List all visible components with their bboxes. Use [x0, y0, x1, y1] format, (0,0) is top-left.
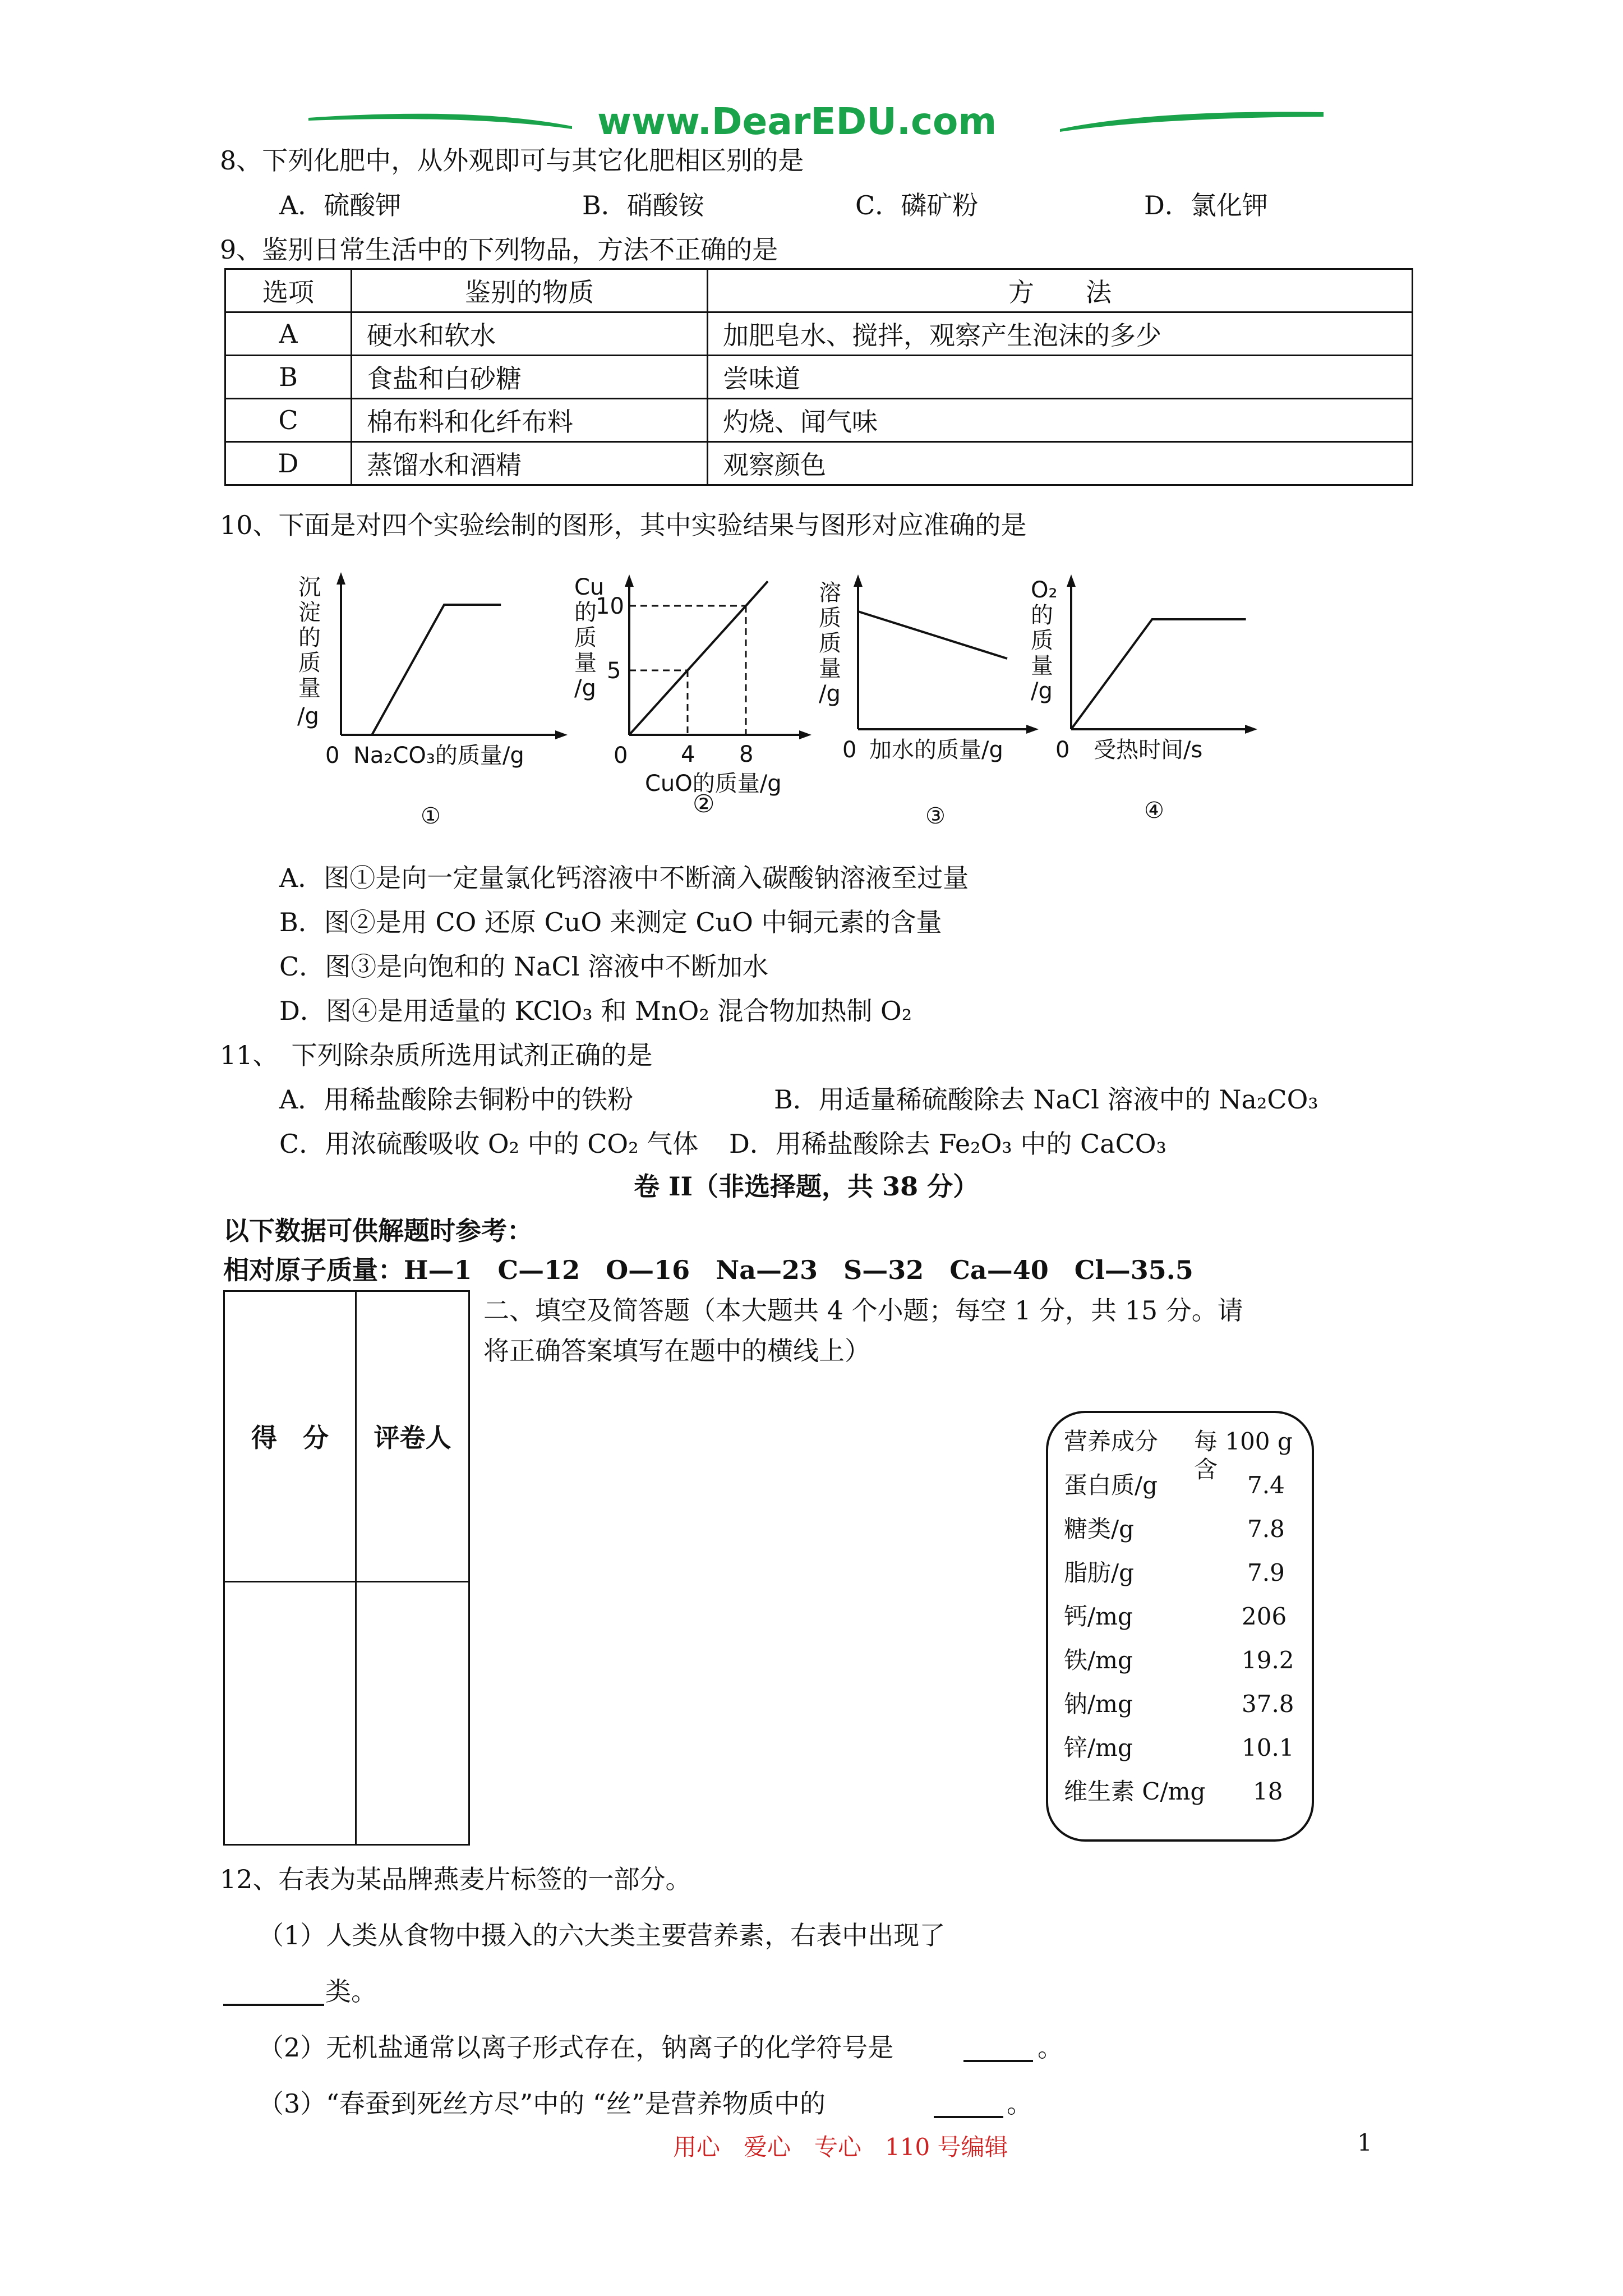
y-label-char: 质: [298, 650, 321, 676]
series-line: [629, 581, 768, 735]
part2-title: 卷 II（非选择题，共 38 分）: [634, 1171, 979, 1202]
table-cell: 食盐和白砂糖: [352, 356, 708, 399]
y-label-char: 淀: [298, 600, 321, 625]
q9-stem: 9、鉴别日常生活中的下列物品，方法不正确的是: [220, 234, 778, 265]
y-label-char: 量: [574, 650, 597, 676]
q12-stem: 12、右表为某品牌燕麦片标签的一部分。: [220, 1864, 691, 1894]
table-cell: 尝味道: [708, 356, 1413, 399]
y-label-char: 质: [574, 625, 597, 651]
table-row: [225, 399, 1413, 442]
section-heading: 二、填空及简答题（本大题共 4 个小题；每空 1 分，共 15 分。请: [483, 1295, 1243, 1326]
nutrition-row-name: 脂肪/g: [1064, 1559, 1135, 1586]
footer-text: 用心 爱心 专心 110 号编辑: [673, 2133, 1008, 2161]
x-label: CuO的质量/g: [645, 771, 782, 797]
score-header: 得 分: [224, 1291, 356, 1582]
table-row: [225, 356, 1413, 399]
table-header-row: [225, 269, 1413, 312]
y-axis-arrow: [336, 572, 345, 585]
nutrition-row-value: 7.8: [1247, 1515, 1285, 1543]
nutrition-row-name: 糖类/g: [1064, 1515, 1135, 1543]
nutrition-label: [1046, 1411, 1314, 1842]
origin-label: 0: [614, 743, 628, 769]
y-label-char: /g: [297, 703, 319, 729]
chart-3: [813, 567, 1049, 836]
q12-part1-end: 类。: [325, 1976, 377, 2007]
y-label-char: 沉: [298, 574, 321, 600]
q9-table: [224, 268, 1413, 486]
chart-2: [566, 567, 819, 808]
x-tick-label: 8: [739, 742, 754, 767]
table-cell: C: [225, 399, 352, 442]
chart-2-title: ②: [693, 790, 715, 818]
table-cell: 观察颜色: [708, 442, 1413, 485]
q12-part1: （1）人类从食物中摄入的六大类主要营养素，右表中出现了: [258, 1920, 946, 1950]
chart-title: ③: [925, 803, 946, 829]
table-cell: 灼烧、闻气味: [708, 399, 1413, 442]
q12-part2: （2）无机盐通常以离子形式存在，钠离子的化学符号是: [258, 2032, 894, 2063]
chart-title: ①: [421, 803, 441, 829]
q11-option-a: A．用稀盐酸除去铜粉中的铁粉: [279, 1084, 634, 1115]
nutrition-row-value: 10.1: [1242, 1734, 1294, 1761]
answer-blank[interactable]: [934, 2116, 1003, 2118]
table-cell: B: [225, 356, 352, 399]
nutrition-row-name: 蛋白质/g: [1064, 1471, 1158, 1499]
y-tick-label: 10: [596, 593, 624, 619]
y-label-char: 量: [819, 656, 841, 682]
x-label: 受热时间/s: [1094, 737, 1203, 763]
q12-part3: （3）“春蚕到死丝方尽”中的 “丝”是营养物质中的: [258, 2088, 826, 2119]
answer-blank[interactable]: [963, 2060, 1033, 2062]
y-tick-label: 5: [607, 658, 621, 684]
chart-4: [1026, 567, 1279, 830]
y-label-char: 溶: [819, 580, 841, 606]
nutrition-row-name: 锌/mg: [1064, 1734, 1133, 1761]
q11-option-c: C．用浓硫酸吸收 O₂ 中的 CO₂ 气体: [279, 1129, 699, 1159]
q8-option-a: A．硫酸钾: [279, 190, 402, 220]
grader-header: 评卷人: [356, 1291, 469, 1582]
header-swoosh-right: [1060, 112, 1324, 132]
section-heading-cont: 将正确答案填写在题中的横线上）: [483, 1336, 870, 1366]
y-label-char: /g: [1031, 678, 1053, 704]
y-label-char: 的: [1031, 602, 1053, 628]
y-label-char: 的: [574, 600, 597, 625]
nutrition-row-name: 钠/mg: [1064, 1690, 1133, 1718]
y-label-char: 的: [298, 625, 321, 651]
q8-option-c: C．磷矿粉: [855, 190, 979, 220]
table-cell: 棉布料和化纤布料: [352, 399, 708, 442]
series-line: [1071, 619, 1246, 729]
nutrition-header-amount: 每 100 g 含: [1194, 1428, 1293, 1483]
q12-part2-period: 。: [1038, 2032, 1063, 2063]
table-cell: A: [225, 312, 352, 356]
nutrition-header-name: 营养成分: [1064, 1428, 1159, 1455]
q11-option-b: B．用适量稀硫酸除去 NaCl 溶液中的 Na₂CO₃: [774, 1084, 1318, 1115]
y-label-vertical: [1031, 577, 1058, 704]
y-label-char: O₂: [1031, 577, 1058, 603]
table-cell: 硬水和软水: [352, 312, 708, 356]
y-label-char: 质: [819, 605, 841, 631]
nutrition-row-value: 18: [1253, 1778, 1283, 1805]
y-label-vertical: [819, 580, 841, 707]
nutrition-row-value: 7.9: [1247, 1559, 1285, 1586]
table-header-cell: 方 法: [708, 269, 1413, 312]
series-line: [341, 605, 501, 735]
q10-stem: 10、下面是对四个实验绘制的图形，其中实验结果与图形对应准确的是: [220, 510, 1027, 540]
q10-option-d: D．图④是用适量的 KClO₃ 和 MnO₂ 混合物加热制 O₂: [279, 996, 912, 1026]
series-line: [858, 611, 1007, 659]
table-header-cell: 选项: [225, 269, 352, 312]
q10-option-b: B．图②是用 CO 还原 CuO 来测定 CuO 中铜元素的含量: [279, 907, 942, 937]
nutrition-row-value: 37.8: [1242, 1690, 1294, 1718]
x-axis-arrow: [1245, 725, 1257, 734]
y-label-char: 量: [1031, 653, 1053, 679]
table-cell: 加肥皂水、搅拌，观察产生泡沫的多少: [708, 312, 1413, 356]
origin-label: 0: [1055, 737, 1070, 763]
y-label-char: /g: [574, 675, 596, 701]
y-axis-arrow: [625, 574, 634, 587]
y-axis-arrow: [1067, 574, 1076, 587]
y-label-char: /g: [819, 681, 841, 707]
nutrition-row-value: 206: [1242, 1603, 1287, 1630]
y-axis-arrow: [854, 574, 863, 587]
score-box: [223, 1290, 470, 1846]
y-label-char: Cu: [574, 574, 605, 600]
nutrition-row-name: 钙/mg: [1064, 1603, 1133, 1630]
y-label-char: 质: [1031, 628, 1053, 654]
chart-1: [292, 567, 583, 836]
q12-part3-period: 。: [1007, 2088, 1032, 2119]
q8-stem: 8、下列化肥中，从外观即可与其它化肥相区别的是: [220, 145, 804, 176]
x-label: Na₂CO₃的质量/g: [353, 743, 524, 769]
nutrition-row-name: 维生素 C/mg: [1064, 1778, 1206, 1805]
grader-cell[interactable]: [356, 1581, 469, 1844]
q10-option-c: C．图③是向饱和的 NaCl 溶液中不断加水: [279, 951, 769, 982]
table-row: [225, 312, 1413, 356]
y-label-char: 量: [298, 675, 321, 701]
q10-option-a: A．图①是向一定量氯化钙溶液中不断滴入碳酸钠溶液至过量: [279, 863, 969, 893]
y-label-vertical: [297, 574, 321, 729]
q11-option-d: D．用稀盐酸除去 Fe₂O₃ 中的 CaCO₃: [729, 1129, 1166, 1159]
header-site: www.DearEDU.com: [597, 100, 997, 143]
nutrition-row-name: 铁/mg: [1064, 1646, 1133, 1674]
x-label: 加水的质量/g: [869, 737, 1003, 763]
reference-note: 以下数据可供解题时参考：: [223, 1216, 533, 1246]
q11-stem: 11、 下列除杂质所选用试剂正确的是: [220, 1040, 653, 1070]
y-label-char: 质: [819, 631, 841, 656]
origin-label: 0: [325, 743, 340, 769]
x-axis-arrow: [555, 730, 568, 739]
q8-option-d: D．氯化钾: [1144, 190, 1268, 220]
origin-label: 0: [842, 737, 857, 763]
score-cell[interactable]: [224, 1581, 356, 1844]
answer-blank[interactable]: [223, 2004, 324, 2006]
table-cell: 蒸馏水和酒精: [352, 442, 708, 485]
x-tick-label: 4: [681, 742, 695, 767]
atomic-masses: 相对原子质量：H—1 C—12 O—16 Na—23 S—32 Ca—40 Cl—35.5: [223, 1255, 1193, 1285]
page-number: 1: [1357, 2129, 1372, 2156]
table-row: [225, 442, 1413, 485]
q8-option-b: B．硝酸铵: [582, 190, 704, 220]
chart-title: ④: [1144, 798, 1164, 823]
header-swoosh-left: [308, 114, 572, 129]
nutrition-row-value: 19.2: [1242, 1646, 1294, 1674]
x-axis-arrow: [799, 730, 811, 739]
nutrition-row-value: 7.4: [1247, 1471, 1285, 1499]
table-cell: D: [225, 442, 352, 485]
table-header-cell: 鉴别的物质: [352, 269, 708, 312]
